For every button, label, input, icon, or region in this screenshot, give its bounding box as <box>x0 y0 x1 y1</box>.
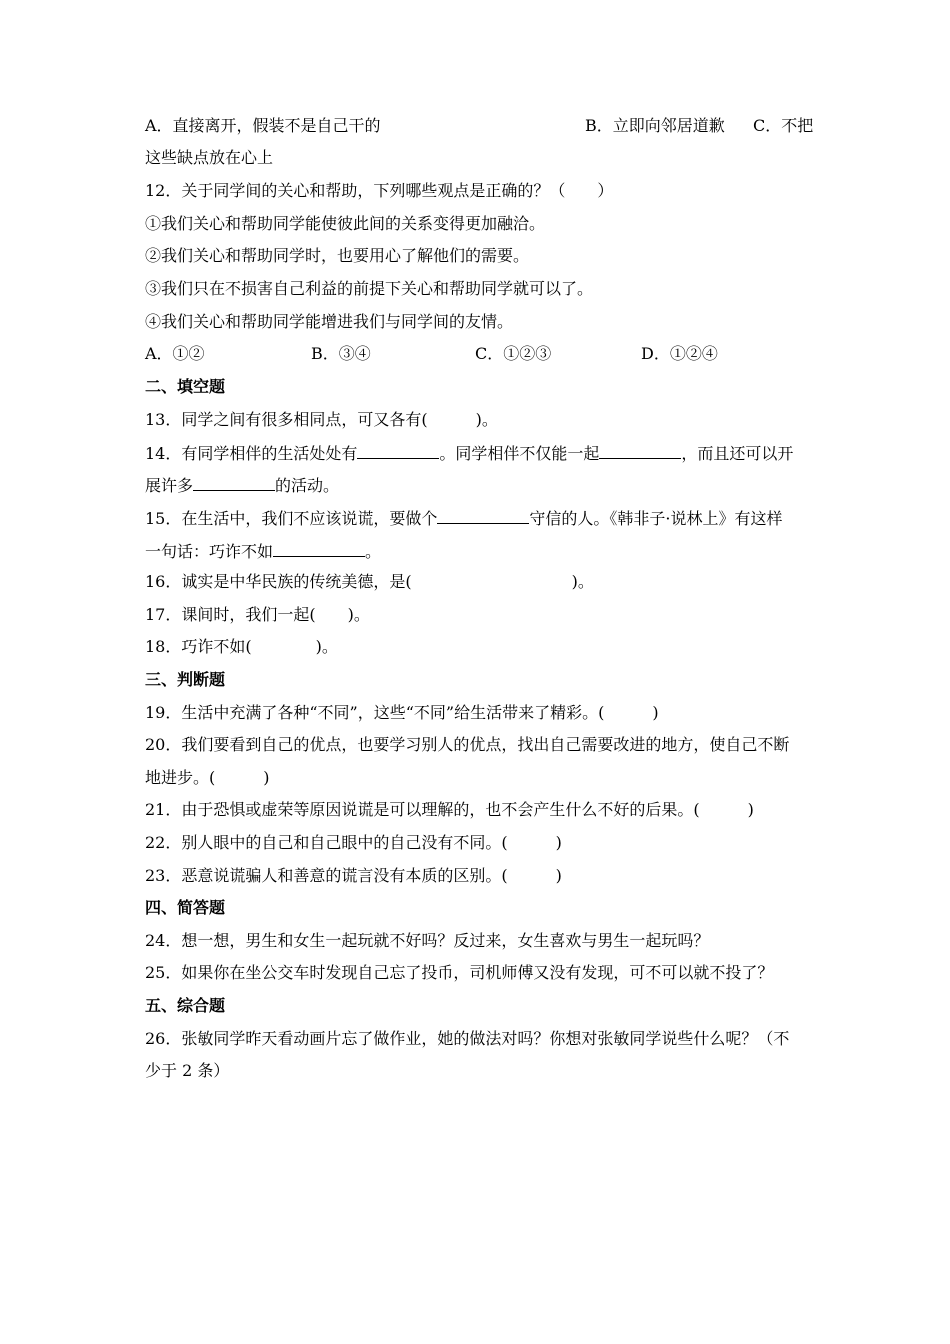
q24: 24．想一想，男生和女生一起玩就不好吗？反过来，女生喜欢与男生一起玩吗？ <box>145 931 710 950</box>
section-heading-judge: 三、判断题 <box>145 670 226 689</box>
q26-line-2: 少于 2 条） <box>145 1061 230 1080</box>
q14-line-2: 展许多 的活动。 <box>145 472 815 496</box>
q18: 18．巧诈不如( )。 <box>145 637 338 656</box>
q12-option-c: C．①②③ <box>475 344 552 363</box>
q12-stem: 12．关于同学间的关心和帮助，下列哪些观点是正确的？（ ） <box>145 181 614 200</box>
section-heading-short: 四、简答题 <box>145 898 226 917</box>
q20-line-2: 地进步。( ) <box>145 768 270 787</box>
q14-blank-1[interactable] <box>357 440 439 459</box>
q20-line-1: 20．我们要看到自己的优点，也要学习别人的优点，找出自己需要改进的地方，使自己不断 <box>145 735 790 754</box>
q15-blank-1[interactable] <box>437 505 529 524</box>
q13: 13．同学之间有很多相同点，可又各有( )。 <box>145 410 498 429</box>
q16: 16．诚实是中华民族的传统美德，是( )。 <box>145 572 594 591</box>
q11-option-a: A．直接离开，假装不是自己干的 <box>145 116 381 135</box>
q12-statement-4: ④我们关心和帮助同学能增进我们与同学间的友情。 <box>145 312 514 331</box>
q11-option-b: B．立即向邻居道歉 <box>585 116 725 135</box>
q12-statement-1: ①我们关心和帮助同学能使彼此间的关系变得更加融洽。 <box>145 214 546 233</box>
q12-options-row <box>145 342 815 366</box>
q14-blank-2[interactable] <box>599 440 681 459</box>
q11-option-c: C．不把 <box>753 116 814 135</box>
q19: 19．生活中充满了各种“不同”，这些“不同”给生活带来了精彩。( ) <box>145 703 659 722</box>
q15-blank-2[interactable] <box>273 538 365 557</box>
q12-option-d: D．①②④ <box>641 344 718 363</box>
q11-option-c-continued: 这些缺点放在心上 <box>145 148 274 167</box>
q25: 25．如果你在坐公交车时发现自己忘了投币，司机师傅又没有发现，可不可以就不投了？ <box>145 963 774 982</box>
section-heading-fill: 二、填空题 <box>145 377 226 396</box>
q12-statement-2: ②我们关心和帮助同学时，也要用心了解他们的需要。 <box>145 246 530 265</box>
q17: 17．课间时，我们一起( )。 <box>145 605 370 624</box>
q23: 23．恶意说谎骗人和善意的谎言没有本质的区别。( ) <box>145 866 562 885</box>
q15-line-1: 15．在生活中，我们不应该说谎，要做个 守信的人。《韩非子·说林上》有这样 <box>145 505 815 529</box>
section-heading-comprehensive: 五、综合题 <box>145 996 226 1015</box>
q12-option-a: A．①② <box>145 344 205 363</box>
q14-line-1: 14．有同学相伴的生活处处有 。同学相伴不仅能一起 ，而且还可以开 <box>145 440 815 464</box>
q12-option-b: B．③④ <box>311 344 371 363</box>
q26-line-1: 26．张敏同学昨天看动画片忘了做作业，她的做法对吗？你想对张敏同学说些什么呢？（不 <box>145 1029 790 1048</box>
q12-statement-3: ③我们只在不损害自己利益的前提下关心和帮助同学就可以了。 <box>145 279 594 298</box>
q11-options-row <box>145 114 815 138</box>
q15-line-2: 一句话：巧诈不如 。 <box>145 538 815 562</box>
q21: 21．由于恐惧或虚荣等原因说谎是可以理解的，也不会产生什么不好的后果。( ) <box>145 800 754 819</box>
q14-blank-3[interactable] <box>193 472 275 491</box>
q22: 22．别人眼中的自己和自己眼中的自己没有不同。( ) <box>145 833 562 852</box>
